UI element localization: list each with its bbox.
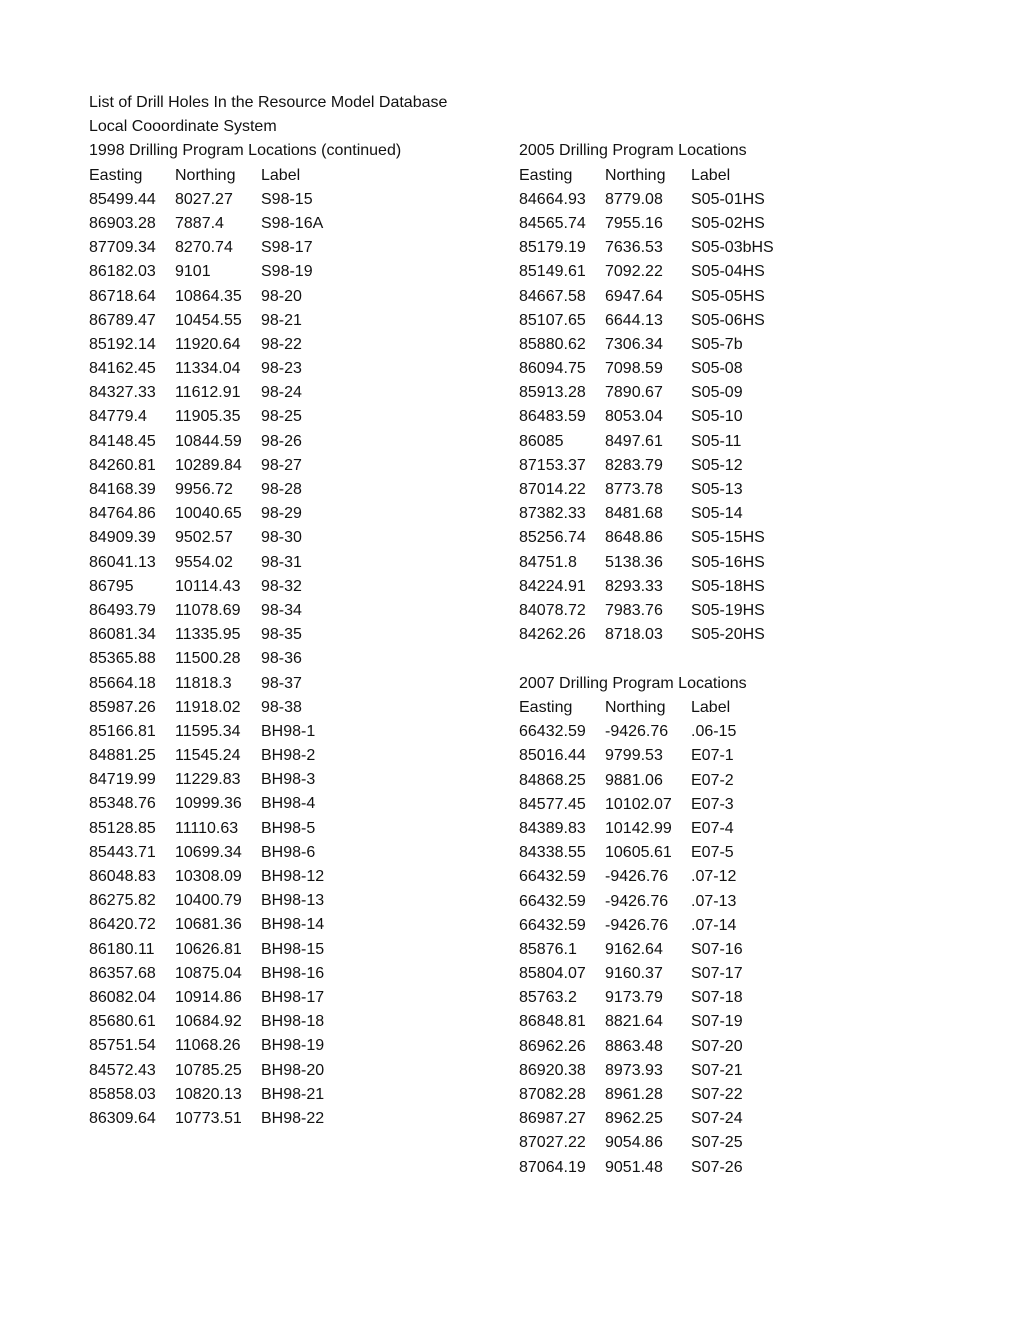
northing-cell: 8961.28 bbox=[605, 1086, 663, 1103]
easting-cell: 87709.34 bbox=[89, 239, 156, 257]
easting-cell: 87064.19 bbox=[519, 1158, 586, 1176]
northing-cell: 9101 bbox=[175, 263, 211, 281]
column-header: Northing bbox=[175, 166, 236, 184]
easting-cell: 86182.03 bbox=[89, 263, 156, 281]
easting-cell: 85365.88 bbox=[89, 650, 156, 668]
easting-cell: 86848.81 bbox=[519, 1013, 586, 1031]
label-cell: S05-04HS bbox=[691, 263, 765, 281]
northing-cell: 10308.09 bbox=[175, 868, 242, 886]
label-cell: E07-1 bbox=[691, 747, 734, 765]
northing-cell: 11905.35 bbox=[175, 408, 241, 426]
easting-cell: 84338.55 bbox=[519, 844, 586, 862]
easting-cell: 86920.38 bbox=[519, 1061, 586, 1079]
easting-cell: 85804.07 bbox=[519, 965, 586, 983]
northing-cell: 11334.04 bbox=[175, 360, 241, 378]
northing-cell: 11818.3 bbox=[175, 674, 232, 692]
northing-cell: 8973.93 bbox=[605, 1061, 663, 1079]
easting-cell: 66432.59 bbox=[519, 723, 586, 741]
easting-cell: 86180.11 bbox=[89, 940, 155, 958]
label-cell: S05-18HS bbox=[691, 577, 765, 595]
label-cell: BH98-1 bbox=[261, 722, 316, 740]
label-cell: BH98-21 bbox=[261, 1085, 325, 1103]
northing-cell: 10681.36 bbox=[175, 916, 242, 934]
label-cell: E07-3 bbox=[691, 795, 734, 813]
easting-cell: 86357.68 bbox=[89, 964, 156, 982]
easting-cell: 86420.72 bbox=[89, 916, 156, 934]
label-cell: 98-23 bbox=[261, 360, 302, 378]
easting-cell: 85987.26 bbox=[89, 698, 156, 716]
northing-cell: 11068.26 bbox=[175, 1037, 241, 1055]
easting-cell: 87027.22 bbox=[519, 1134, 586, 1152]
easting-cell: 84565.74 bbox=[519, 214, 586, 232]
easting-cell: 86082.04 bbox=[89, 988, 156, 1006]
column-header: Label bbox=[261, 166, 301, 184]
label-cell: BH98-3 bbox=[261, 771, 316, 789]
northing-cell: 10864.35 bbox=[175, 287, 242, 305]
easting-cell: 84751.8 bbox=[519, 553, 577, 571]
northing-cell: 9956.72 bbox=[175, 481, 233, 499]
easting-cell: 84260.81 bbox=[89, 456, 156, 474]
easting-cell: 86041.13 bbox=[89, 553, 156, 571]
easting-cell: 86903.28 bbox=[89, 214, 156, 232]
easting-cell: 85876.1 bbox=[519, 940, 577, 958]
label-cell: BH98-20 bbox=[261, 1061, 325, 1079]
northing-cell: 9881.06 bbox=[605, 771, 663, 789]
label-cell: S98-16A bbox=[261, 214, 324, 232]
northing-cell: 10914.86 bbox=[175, 988, 242, 1006]
easting-cell: 84078.72 bbox=[519, 601, 586, 619]
northing-cell: 7890.67 bbox=[605, 384, 663, 402]
easting-cell: 86081.34 bbox=[89, 626, 156, 644]
easting-cell: 87082.28 bbox=[519, 1086, 586, 1103]
label-cell: S07-21 bbox=[691, 1061, 743, 1079]
label-cell: S07-18 bbox=[691, 989, 743, 1007]
easting-cell: 85128.85 bbox=[89, 819, 156, 837]
easting-cell: 84779.4 bbox=[89, 408, 147, 426]
northing-cell: -9426.76 bbox=[605, 868, 669, 886]
northing-cell: 10040.65 bbox=[175, 505, 242, 523]
label-cell: 98-26 bbox=[261, 432, 302, 450]
column-header: Northing bbox=[605, 699, 666, 716]
northing-cell: 8027.27 bbox=[175, 190, 233, 208]
label-cell: 98-37 bbox=[261, 674, 302, 692]
label-cell: S05-09 bbox=[691, 384, 743, 402]
northing-cell: 5138.36 bbox=[605, 553, 663, 571]
label-cell: BH98-17 bbox=[261, 988, 325, 1006]
northing-cell: 10626.81 bbox=[175, 940, 242, 958]
label-cell: S05-06HS bbox=[691, 311, 765, 329]
easting-cell: 66432.59 bbox=[519, 868, 586, 886]
easting-cell: 86718.64 bbox=[89, 287, 156, 305]
label-cell: S05-11 bbox=[691, 432, 742, 450]
northing-cell: 11595.34 bbox=[175, 722, 241, 740]
northing-cell: -9426.76 bbox=[605, 916, 669, 934]
label-cell: E07-5 bbox=[691, 844, 734, 862]
northing-cell: 8481.68 bbox=[605, 505, 663, 523]
northing-cell: 10454.55 bbox=[175, 311, 242, 329]
northing-cell: -9426.76 bbox=[605, 892, 669, 910]
column-header: Easting bbox=[519, 699, 573, 716]
easting-cell: 84262.26 bbox=[519, 626, 586, 644]
northing-cell: 10773.51 bbox=[175, 1109, 242, 1127]
easting-cell: 85664.18 bbox=[89, 674, 156, 692]
label-cell: BH98-2 bbox=[261, 747, 316, 765]
easting-cell: 85256.74 bbox=[519, 529, 586, 547]
easting-cell: 85149.61 bbox=[519, 263, 586, 281]
label-cell: S07-22 bbox=[691, 1086, 743, 1103]
easting-cell: 84148.45 bbox=[89, 432, 156, 450]
label-cell: S07-16 bbox=[691, 940, 743, 958]
easting-cell: 85016.44 bbox=[519, 747, 586, 765]
document-title: List of Drill Holes In the Resource Model Database bbox=[89, 94, 448, 111]
northing-cell: 7955.16 bbox=[605, 214, 663, 232]
northing-cell: 10400.79 bbox=[175, 892, 242, 910]
easting-cell: 84168.39 bbox=[89, 481, 156, 499]
label-cell: BH98-15 bbox=[261, 940, 325, 958]
label-cell: BH98-18 bbox=[261, 1013, 325, 1031]
easting-cell: 84868.25 bbox=[519, 771, 586, 789]
label-cell: S05-03bHS bbox=[691, 239, 774, 257]
label-cell: S05-20HS bbox=[691, 626, 765, 644]
label-cell: 98-22 bbox=[261, 335, 302, 353]
northing-cell: 7098.59 bbox=[605, 360, 663, 378]
easting-cell: 85880.62 bbox=[519, 335, 586, 353]
label-cell: S07-26 bbox=[691, 1158, 743, 1176]
label-cell: S05-12 bbox=[691, 456, 743, 474]
label-cell: 98-35 bbox=[261, 626, 302, 644]
easting-cell: 86048.83 bbox=[89, 868, 156, 886]
easting-cell: 66432.59 bbox=[519, 892, 586, 910]
northing-cell: 7092.22 bbox=[605, 263, 663, 281]
label-cell: BH98-4 bbox=[261, 795, 316, 813]
northing-cell: 7887.4 bbox=[175, 214, 224, 232]
label-cell: 98-20 bbox=[261, 287, 302, 305]
easting-cell: 84909.39 bbox=[89, 529, 156, 547]
northing-cell: 11335.95 bbox=[175, 626, 241, 644]
label-cell: BH98-5 bbox=[261, 819, 316, 837]
label-cell: 98-31 bbox=[261, 553, 302, 571]
northing-cell: 10699.34 bbox=[175, 843, 242, 861]
northing-cell: 8821.64 bbox=[605, 1013, 663, 1031]
easting-cell: 85913.28 bbox=[519, 384, 586, 402]
easting-cell: 84719.99 bbox=[89, 771, 156, 789]
northing-cell: 7306.34 bbox=[605, 335, 663, 353]
northing-cell: 9162.64 bbox=[605, 940, 663, 958]
northing-cell: 9051.48 bbox=[605, 1158, 663, 1176]
northing-cell: 8270.74 bbox=[175, 239, 233, 257]
easting-cell: 85763.2 bbox=[519, 989, 577, 1007]
column-header: Easting bbox=[89, 166, 143, 184]
easting-cell: 86085 bbox=[519, 432, 564, 450]
easting-cell: 84667.58 bbox=[519, 287, 586, 305]
label-cell: 98-34 bbox=[261, 601, 302, 619]
label-cell: S05-13 bbox=[691, 481, 743, 499]
label-cell: E07-4 bbox=[691, 819, 734, 837]
northing-cell: 9554.02 bbox=[175, 553, 233, 571]
label-cell: S05-7b bbox=[691, 335, 743, 353]
label-cell: S05-14 bbox=[691, 505, 743, 523]
easting-cell: 85499.44 bbox=[89, 190, 156, 208]
column-header: Northing bbox=[605, 166, 666, 184]
label-cell: 98-38 bbox=[261, 698, 302, 716]
section-heading-2007: 2007 Drilling Program Locations bbox=[519, 674, 747, 692]
northing-cell: 6947.64 bbox=[605, 287, 663, 305]
label-cell: 98-21 bbox=[261, 311, 302, 329]
easting-cell: 85166.81 bbox=[89, 722, 156, 740]
northing-cell: 9173.79 bbox=[605, 989, 663, 1007]
easting-cell: 85107.65 bbox=[519, 311, 586, 329]
label-cell: S05-10 bbox=[691, 408, 743, 426]
northing-cell: 11612.91 bbox=[175, 384, 241, 402]
label-cell: S05-15HS bbox=[691, 529, 765, 547]
section-heading-1998: 1998 Drilling Program Locations (continued) bbox=[89, 142, 402, 160]
easting-cell: 86962.26 bbox=[519, 1037, 586, 1055]
label-cell: S05-19HS bbox=[691, 601, 765, 619]
label-cell: S05-16HS bbox=[691, 553, 765, 571]
easting-cell: 85443.71 bbox=[89, 843, 156, 861]
northing-cell: 8718.03 bbox=[605, 626, 663, 644]
label-cell: BH98-22 bbox=[261, 1109, 325, 1127]
easting-cell: 86275.82 bbox=[89, 892, 156, 910]
northing-cell: 10820.13 bbox=[175, 1085, 242, 1103]
label-cell: S07-19 bbox=[691, 1013, 743, 1031]
northing-cell: 9799.53 bbox=[605, 747, 663, 765]
northing-cell: 11110.63 bbox=[175, 819, 239, 837]
label-cell: S98-17 bbox=[261, 239, 313, 257]
northing-cell: 10142.99 bbox=[605, 819, 672, 837]
label-cell: BH98-16 bbox=[261, 964, 325, 982]
easting-cell: 85751.54 bbox=[89, 1037, 156, 1055]
label-cell: S07-25 bbox=[691, 1134, 743, 1152]
easting-cell: 86493.79 bbox=[89, 601, 156, 619]
section-heading-2005: 2005 Drilling Program Locations bbox=[519, 142, 747, 160]
easting-cell: 84881.25 bbox=[89, 747, 156, 765]
label-cell: 98-27 bbox=[261, 456, 302, 474]
easting-cell: 87153.37 bbox=[519, 456, 586, 474]
northing-cell: 8497.61 bbox=[605, 432, 663, 450]
easting-cell: 84162.45 bbox=[89, 360, 156, 378]
easting-cell: 84664.93 bbox=[519, 190, 586, 208]
easting-cell: 85680.61 bbox=[89, 1013, 156, 1031]
easting-cell: 84327.33 bbox=[89, 384, 156, 402]
label-cell: 98-29 bbox=[261, 505, 302, 523]
northing-cell: 10114.43 bbox=[175, 577, 241, 595]
northing-cell: 10875.04 bbox=[175, 964, 242, 982]
easting-cell: 86483.59 bbox=[519, 408, 586, 426]
northing-cell: 9160.37 bbox=[605, 965, 663, 983]
coordinate-system-label: Local Cooordinate System bbox=[89, 118, 277, 136]
label-cell: .06-15 bbox=[691, 723, 737, 741]
northing-cell: 8283.79 bbox=[605, 456, 663, 474]
northing-cell: 10999.36 bbox=[175, 795, 242, 813]
column-header: Label bbox=[691, 699, 731, 716]
label-cell: BH98-6 bbox=[261, 843, 316, 861]
easting-cell: 86309.64 bbox=[89, 1109, 156, 1127]
label-cell: BH98-19 bbox=[261, 1037, 325, 1055]
easting-cell: 87014.22 bbox=[519, 481, 586, 499]
northing-cell: 10844.59 bbox=[175, 432, 242, 450]
label-cell: 98-32 bbox=[261, 577, 302, 595]
northing-cell: 8648.86 bbox=[605, 529, 663, 547]
label-cell: S07-24 bbox=[691, 1110, 743, 1128]
label-cell: .07-12 bbox=[691, 868, 737, 886]
northing-cell: 10605.61 bbox=[605, 844, 672, 862]
northing-cell: -9426.76 bbox=[605, 723, 669, 741]
northing-cell: 11918.02 bbox=[175, 698, 241, 716]
label-cell: S98-19 bbox=[261, 263, 313, 281]
northing-cell: 9502.57 bbox=[175, 529, 233, 547]
northing-cell: 8962.25 bbox=[605, 1110, 663, 1128]
northing-cell: 8773.78 bbox=[605, 481, 663, 499]
northing-cell: 8053.04 bbox=[605, 408, 663, 426]
column-header: Easting bbox=[519, 166, 573, 184]
easting-cell: 84224.91 bbox=[519, 577, 586, 595]
label-cell: S05-01HS bbox=[691, 190, 765, 208]
northing-cell: 7983.76 bbox=[605, 601, 663, 619]
label-cell: 98-36 bbox=[261, 650, 302, 668]
easting-cell: 86094.75 bbox=[519, 360, 586, 378]
label-cell: S07-20 bbox=[691, 1037, 743, 1055]
northing-cell: 6644.13 bbox=[605, 311, 663, 329]
northing-cell: 10785.25 bbox=[175, 1061, 242, 1079]
northing-cell: 11229.83 bbox=[175, 771, 241, 789]
easting-cell: 85858.03 bbox=[89, 1085, 156, 1103]
easting-cell: 85348.76 bbox=[89, 795, 156, 813]
label-cell: BH98-13 bbox=[261, 892, 325, 910]
northing-cell: 8863.48 bbox=[605, 1037, 663, 1055]
column-header: Label bbox=[691, 166, 731, 184]
northing-cell: 11078.69 bbox=[175, 601, 241, 619]
easting-cell: 66432.59 bbox=[519, 916, 586, 934]
label-cell: .07-14 bbox=[691, 916, 737, 934]
easting-cell: 84764.86 bbox=[89, 505, 156, 523]
northing-cell: 10289.84 bbox=[175, 456, 242, 474]
label-cell: 98-28 bbox=[261, 481, 302, 499]
label-cell: BH98-14 bbox=[261, 916, 325, 934]
northing-cell: 11500.28 bbox=[175, 650, 241, 668]
northing-cell: 11920.64 bbox=[175, 335, 241, 353]
easting-cell: 86987.27 bbox=[519, 1110, 586, 1128]
label-cell: S05-05HS bbox=[691, 287, 765, 305]
easting-cell: 85179.19 bbox=[519, 239, 586, 257]
easting-cell: 84389.83 bbox=[519, 819, 586, 837]
easting-cell: 84572.43 bbox=[89, 1061, 156, 1079]
label-cell: S98-15 bbox=[261, 190, 313, 208]
easting-cell: 84577.45 bbox=[519, 795, 586, 813]
easting-cell: 85192.14 bbox=[89, 335, 156, 353]
northing-cell: 10102.07 bbox=[605, 795, 672, 813]
easting-cell: 86789.47 bbox=[89, 311, 156, 329]
northing-cell: 7636.53 bbox=[605, 239, 663, 257]
northing-cell: 8779.08 bbox=[605, 190, 663, 208]
label-cell: 98-24 bbox=[261, 384, 302, 402]
label-cell: S05-02HS bbox=[691, 214, 765, 232]
easting-cell: 87382.33 bbox=[519, 505, 586, 523]
label-cell: E07-2 bbox=[691, 771, 734, 789]
easting-cell: 86795 bbox=[89, 577, 134, 595]
northing-cell: 10684.92 bbox=[175, 1013, 242, 1031]
label-cell: 98-25 bbox=[261, 408, 302, 426]
label-cell: 98-30 bbox=[261, 529, 302, 547]
northing-cell: 11545.24 bbox=[175, 747, 241, 765]
label-cell: BH98-12 bbox=[261, 868, 325, 886]
northing-cell: 9054.86 bbox=[605, 1134, 663, 1152]
northing-cell: 8293.33 bbox=[605, 577, 663, 595]
label-cell: .07-13 bbox=[691, 892, 737, 910]
label-cell: S07-17 bbox=[691, 965, 743, 983]
label-cell: S05-08 bbox=[691, 360, 743, 378]
